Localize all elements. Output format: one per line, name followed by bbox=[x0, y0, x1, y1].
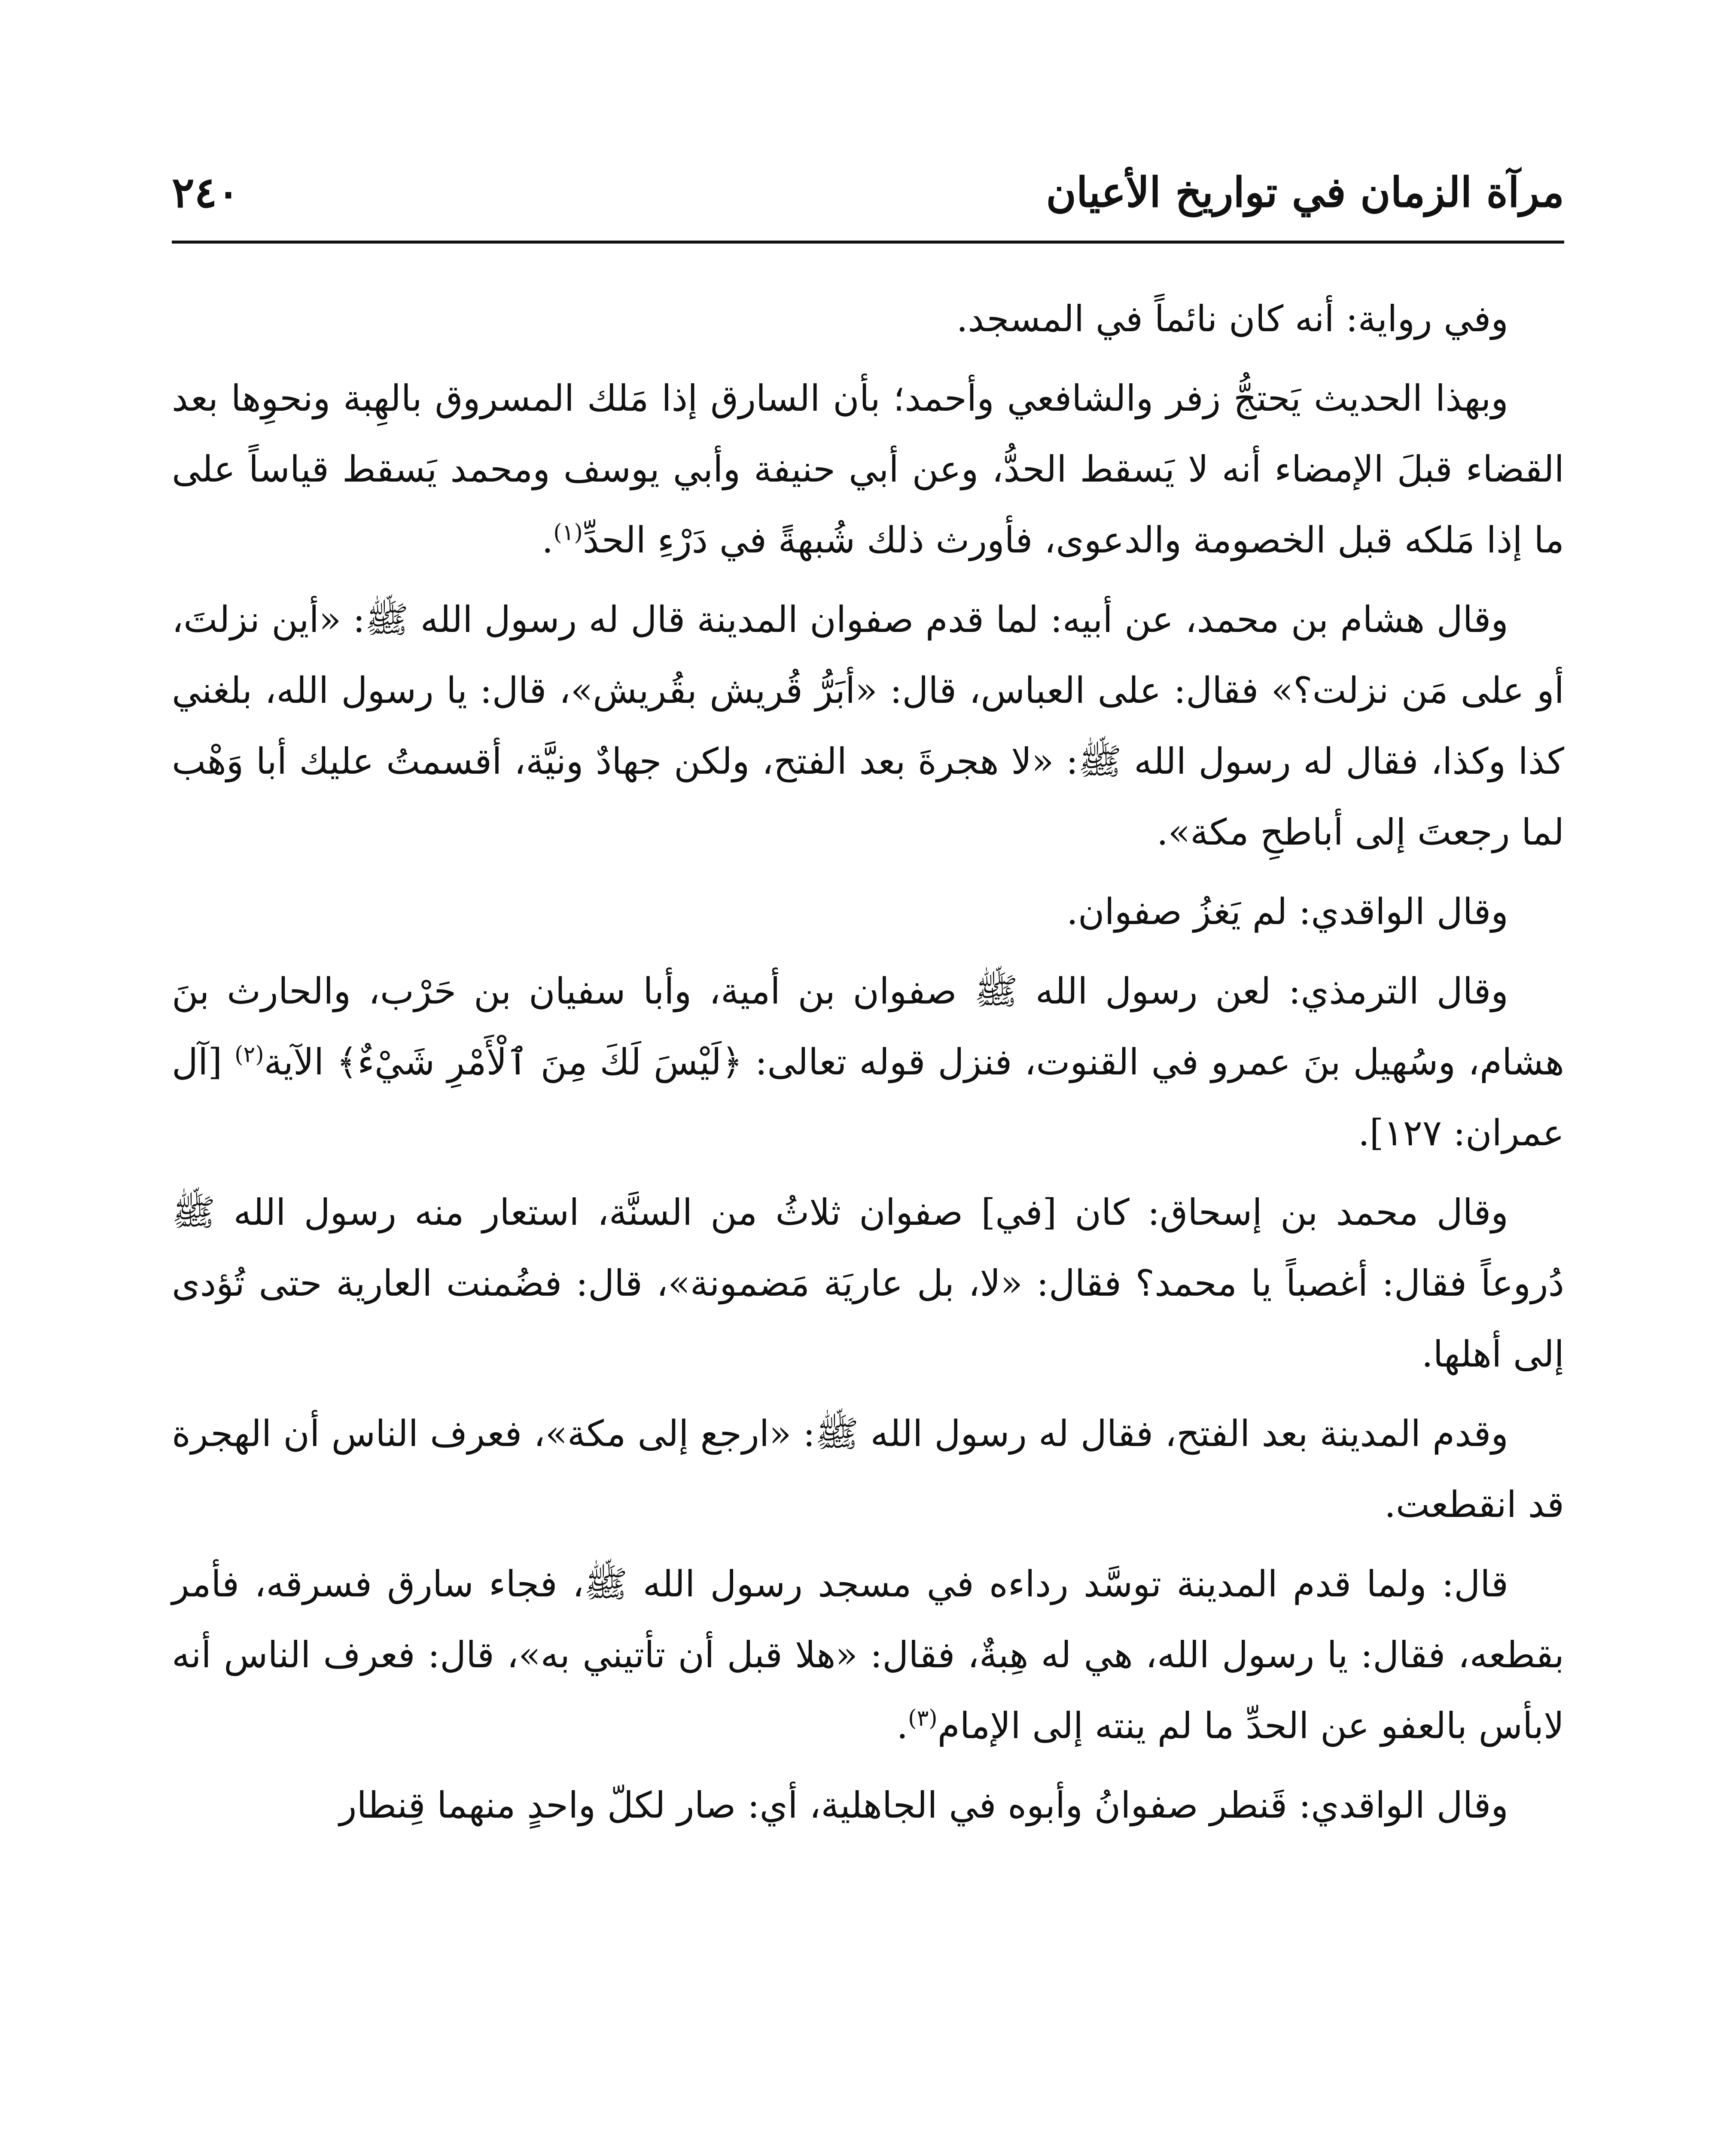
paragraph-7: وقدم المدينة بعد الفتح، فقال له رسول الله ﷺ: «ارجع إلى مكة»، فعرف الناس أن الهجرة قد انقطعت. bbox=[172, 1413, 1564, 1526]
header-divider bbox=[172, 241, 1564, 244]
paragraph-4: وقال الواقدي: لم يَغزُ صفوان. bbox=[1066, 891, 1508, 933]
paragraph-5: وقال الترمذي: لعن رسول الله ﷺ صفوان بن أمية، وأبا سفيان بن حَرْب، والحارث بنَ هشام، وسُهيل بنَ عمرو في القنوت، فنزل قوله تعالى: ﴿لَيْسَ لَكَ مِنَ ٱلْأَمْرِ شَيْءٌ﴾ الآية$^{(٢)}$ [آل عمران: ١٢٧]. bbox=[172, 970, 1564, 1154]
main-text bbox=[172, 284, 1564, 1849]
running-header bbox=[172, 163, 1564, 232]
paragraph-9: وقال الواقدي: قَنطر صفوانُ وأبوه في الجاهلية، أي: صار لكلّ واحدٍ منهما قِنطار bbox=[339, 1784, 1508, 1826]
paragraph-1: وفي رواية: أنه كان نائماً في المسجد. bbox=[956, 298, 1508, 340]
book-title: مرآة الزمان في تواريخ الأعيان bbox=[1046, 168, 1564, 217]
paragraph-3: وقال هشام بن محمد، عن أبيه: لما قدم صفوان المدينة قال له رسول الله ﷺ: «أين نزلتَ، أو على مَن نزلت؟» فقال: على العباس، قال: «أبَرُّ قُريش بقُريش»، قال: يا رسول الله، بلغني كذا وكذا، فقال له رسول الله ﷺ: «لا هجرةَ بعد الفتح، ولكن جهادٌ ونيَّة، أقسمتُ عليك أبا وَهْب لما رجعتَ إلى أباطحِ مكة». bbox=[172, 598, 1564, 853]
paragraph-2: وبهذا الحديث يَحتجُّ زفر والشافعي وأحمد؛ بأن السارق إذا مَلك المسروق بالهِبة ونحوِها بعد القضاء قبلَ الإمضاء أنه لا يَسقط الحدُّ، وعن أبي حنيفة وأبي يوسف ومحمد يَسقط قياساً على ما إذا مَلكه قبل الخصومة والدعوى، فأورث ذلك شُبهةً في دَرْءِ الحدِّ$^{(١)}$. bbox=[172, 377, 1564, 561]
footnote-ref-3: (٣) bbox=[908, 1706, 938, 1731]
paragraph-8: قال: ولما قدم المدينة توسَّد رداءه في مسجد رسول الله ﷺ، فجاء سارق فسرقه، فأمر بقطعه، فقال: يا رسول الله، هي له هِبةٌ، فقال: «هلا قبل أن تأتيني به»، قال: فعرف الناس أنه لابأس بالعفو عن الحدِّ ما لم ينته إلى الإمام$^{(٣)}$. bbox=[172, 1563, 1564, 1747]
footnote-ref-1: (١) bbox=[553, 520, 583, 546]
page-number: ٢٤٠ bbox=[172, 168, 240, 217]
footnote-ref-2: (٢) bbox=[235, 1042, 264, 1068]
paragraph-6: وقال محمد بن إسحاق: كان [في] صفوان ثلاثُ من السنَّة، استعار منه رسول الله ﷺ دُروعاً فقال: أغصباً يا محمد؟ فقال: «لا، بل عاريَة مَضمونة»، قال: فضُمنت العارية حتى تُؤدى إلى أهلها. bbox=[172, 1191, 1564, 1375]
